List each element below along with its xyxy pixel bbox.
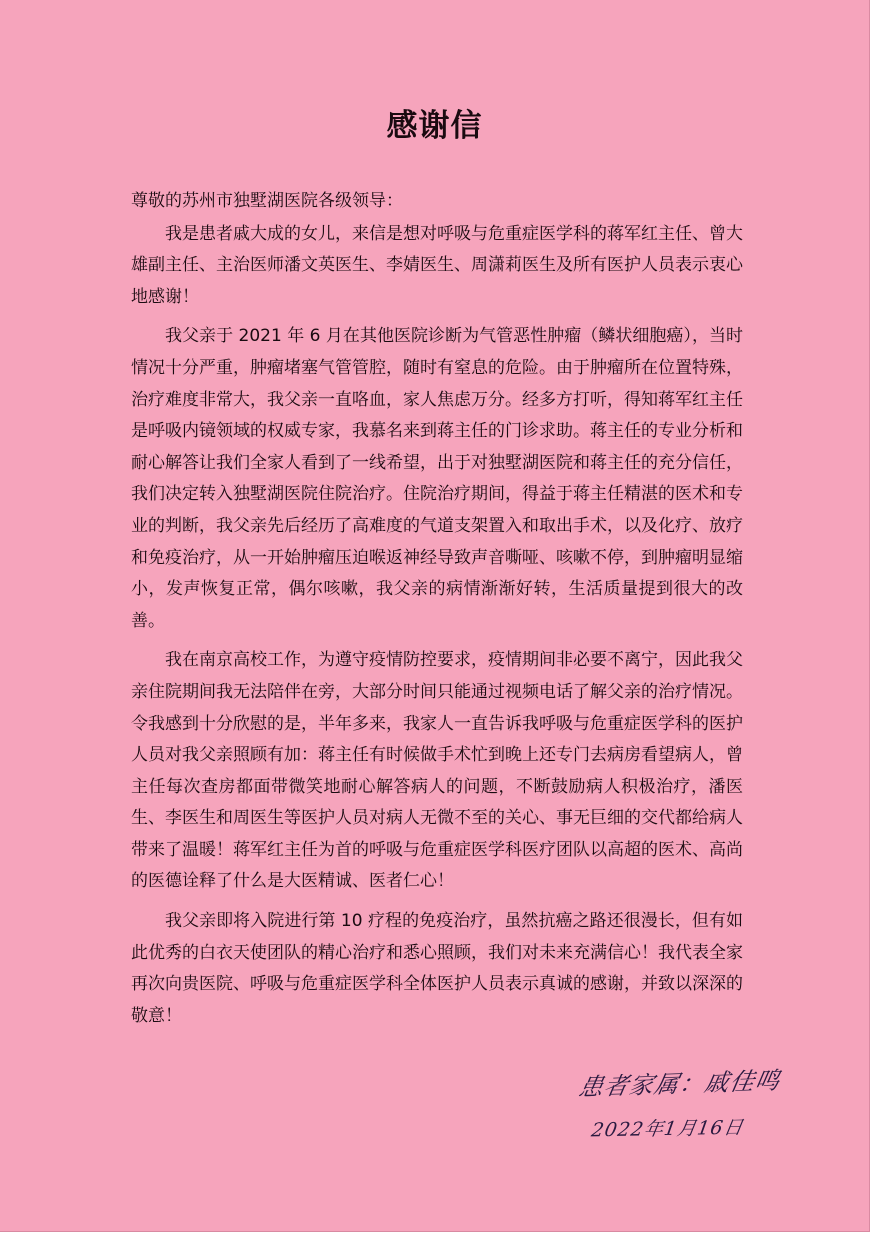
paragraph-4: 我父亲即将入院进行第 10 疗程的免疫治疗，虽然抗癌之路还很漫长，但有如此优秀的白衣天使团队的精心治疗和悉心照顾，我们对未来充满信心！我代表全家再次向贵医院、呼吸与危重症医学科全体医护人员表示真诚的感谢，并致以深深的敬意！ [131,911,743,1026]
letter-body [131,186,743,1032]
paragraph-1: 我是患者戚大成的女儿，来信是想对呼吸与危重症医学科的蒋军红主任、曾大雄副主任、主治医师潘文英医生、李婧医生、周潇莉医生及所有医护人员表示衷心地感谢！ [131,223,743,307]
paragraph-3: 我在南京高校工作，为遵守疫情防控要求，疫情期间非必要不离宁，因此我父亲住院期间我无法陪伴在旁，大部分时间只能通过视频电话了解父亲的治疗情况。令我感到十分欣慰的是，半年多来，我家人一直告诉我呼吸与危重症医学科的医护人员对我父亲照顾有加：蒋主任有时候做手术忙到晚上还专门去病房看望病人，曾主任每次查房都面带微笑地耐心解答病人的问题，不断鼓励病人积极治疗，潘医生、李医生和周医生等医护人员对病人无微不至的关心、事无巨细的交代都给病人带来了温暖！蒋军红主任为首的呼吸与危重症医学科医疗团队以高超的医术、高尚的医德诠释了什么是大医精诚、医者仁心！ [131,650,743,892]
handwritten-signature [576,1064,783,1158]
signature-date: 2022年1月16日 [589,1116,746,1142]
paragraph-2: 我父亲于 2021 年 6 月在其他医院诊断为气管恶性肿瘤（鳞状细胞癌），当时情况十分严重，肿瘤堵塞气管管腔，随时有窒息的危险。由于肿瘤所在位置特殊，治疗难度非常大，我父亲一直咯血，家人焦虑万分。经多方打听，得知蒋军红主任是呼吸内镜领域的权威专家，我慕名来到蒋主任的门诊求助。蒋主任的专业分析和耐心解答让我们全家人看到了一线希望，出于对独墅湖医院和蒋主任的充分信任，我们决定转入独墅湖医院住院治疗。住院治疗期间，得益于蒋主任精湛的医术和专业的判断，我父亲先后经历了高难度的气道支架置入和取出手术，以及化疗、放疗和免疫治疗，从一开始肿瘤压迫喉返神经导致声音嘶哑、咳嗽不停，到肿瘤明显缩小，发声恢复正常，偶尔咳嗽，我父亲的病情渐渐好转，生活质量提到很大的改善。 [131,326,743,631]
salutation: 尊敬的苏州市独墅湖医院各级领导： [131,191,403,211]
letter-title: 感谢信 [386,108,483,144]
signature-name: 患者家属：戚佳鸣 [576,1066,783,1102]
